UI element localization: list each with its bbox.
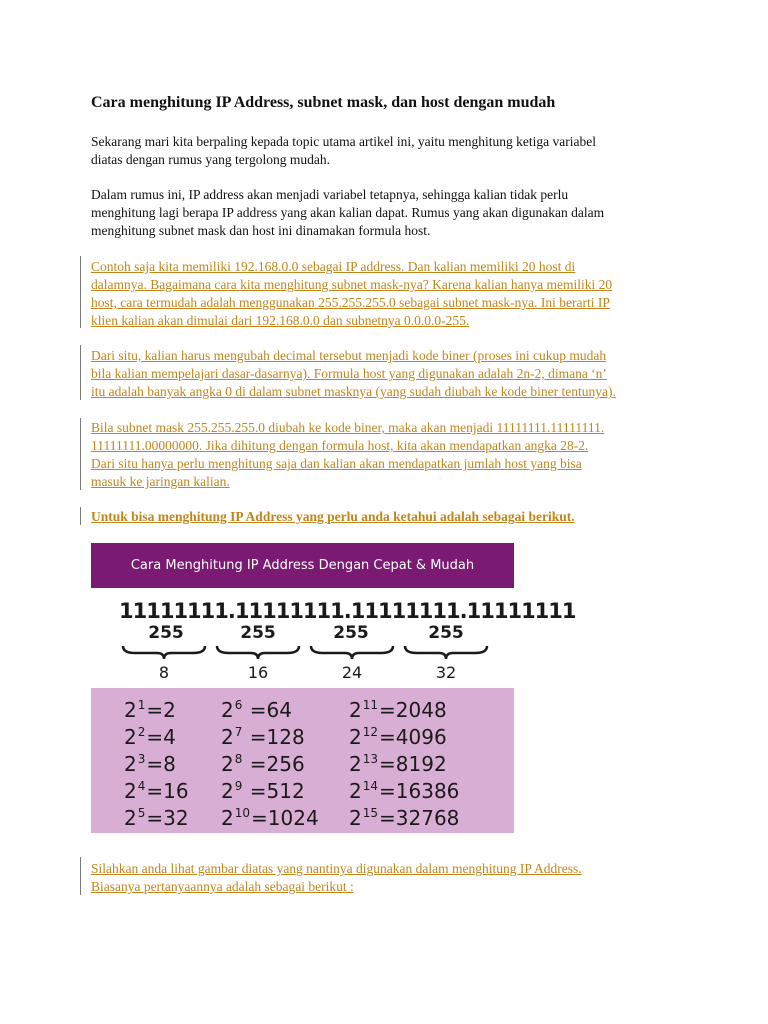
power-exponent: 3 <box>137 752 146 766</box>
power-base: 2 <box>349 806 362 830</box>
octet-decimal: 255 <box>333 623 369 643</box>
power-base: 2 <box>349 752 362 776</box>
power-base: 2 <box>349 698 362 722</box>
text-line: menghitung subnet mask dan host ini dinamakan formula host. <box>91 223 431 238</box>
power-base: 2 <box>124 698 137 722</box>
paragraph-formula <box>91 186 691 240</box>
link-line[interactable]: bila kalian mempelajari dasar-dasarnya). Formula host yang digunakan adalah 2n-2, dimana ‘n’ <box>91 366 607 381</box>
power-base: 2 <box>221 806 234 830</box>
power-value: =1024 <box>251 806 319 830</box>
figure-header: Cara Menghitung IP Address Dengan Cepat & Mudah <box>91 543 514 588</box>
text-line: menghitung lagi berapa IP address yang akan kalian dapat. Rumus yang akan digunakan dalam <box>91 205 605 220</box>
power-entry <box>349 747 447 776</box>
text-line: Sekarang mari kita berpaling kepada topic utama artikel ini, yaitu menghitung ketiga variabel <box>91 134 596 149</box>
power-entry <box>349 720 447 749</box>
power-entry <box>221 747 305 776</box>
power-exponent: 8 <box>234 752 243 766</box>
link-line[interactable]: dalamnya. Bagaimana cara kita menghitung subnet mask-nya? Karena kalian hanya memiliki 20 <box>91 277 613 292</box>
power-value: =4096 <box>379 725 447 749</box>
power-exponent: 7 <box>234 725 243 739</box>
link-line[interactable]: 11111111.00000000. Jika dihitung dengan formula host, kita akan mendapatkan angka 28-2. <box>91 438 589 453</box>
link-paragraph-subnet[interactable] <box>91 419 691 491</box>
power-value: =16 <box>146 779 189 803</box>
ip-address-figure <box>91 543 576 843</box>
power-base: 2 <box>221 779 234 803</box>
bit-count: 16 <box>247 663 269 682</box>
power-value: =4 <box>146 725 176 749</box>
power-exponent: 10 <box>234 806 251 820</box>
power-entry <box>349 801 459 830</box>
power-exponent: 9 <box>234 779 243 793</box>
power-entry <box>349 774 459 803</box>
revision-bar <box>80 418 81 490</box>
link-line[interactable]: masuk ke jaringan kalian. <box>91 474 230 489</box>
curly-brace-icon <box>215 644 301 660</box>
power-entry <box>124 801 189 830</box>
power-exponent: 14 <box>362 779 379 793</box>
power-base: 2 <box>124 779 137 803</box>
power-base: 2 <box>124 725 137 749</box>
article-title: Cara menghitung IP Address, subnet mask, dan host dengan mudah <box>91 94 556 111</box>
power-value: =128 <box>243 725 305 749</box>
power-value: =16386 <box>379 779 460 803</box>
power-entry <box>221 774 305 803</box>
power-value: =64 <box>243 698 292 722</box>
link-line[interactable]: host, cara termudah adalah menggunakan 255.255.255.0 sebagai subnet mask-nya. Ini berarti IP <box>91 295 610 310</box>
power-value: =512 <box>243 779 305 803</box>
octet-decimal: 255 <box>428 623 464 643</box>
power-value: =8 <box>146 752 176 776</box>
power-exponent: 6 <box>234 698 243 712</box>
power-entry <box>124 774 189 803</box>
link-line[interactable]: klien kalian akan dimulai dari 192.168.0.0 dan subnetnya 0.0.0.0-255. <box>91 313 470 328</box>
power-exponent: 11 <box>362 698 379 712</box>
binary-mask: 11111111.11111111.11111111.11111111 <box>119 599 576 623</box>
power-entry <box>221 801 319 830</box>
curly-brace-icon <box>403 644 489 660</box>
power-value: =2 <box>146 698 176 722</box>
bold-link-heading[interactable]: Untuk bisa menghitung IP Address yang perlu anda ketahui adalah sebagai berikut. <box>91 509 575 524</box>
power-entry <box>221 693 292 722</box>
power-exponent: 4 <box>137 779 146 793</box>
power-exponent: 1 <box>137 698 146 712</box>
revision-bar <box>80 507 81 525</box>
octet-decimal: 255 <box>240 623 276 643</box>
power-exponent: 12 <box>362 725 379 739</box>
link-line[interactable]: Dari situ hanya perlu menghitung saja dan kalian akan mendapatkan jumlah host yang bisa <box>91 456 582 471</box>
power-entry <box>221 720 305 749</box>
power-value: =32 <box>146 806 189 830</box>
revision-bar <box>80 256 81 328</box>
power-exponent: 2 <box>137 725 146 739</box>
power-base: 2 <box>349 779 362 803</box>
power-value: =32768 <box>379 806 460 830</box>
curly-brace-icon <box>121 644 207 660</box>
link-line[interactable]: Bila subnet mask 255.255.255.0 diubah ke kode biner, maka akan menjadi 11111111.11111111. <box>91 420 605 435</box>
power-exponent: 13 <box>362 752 379 766</box>
power-entry <box>349 693 447 722</box>
revision-bar <box>80 345 81 400</box>
power-value: =8192 <box>379 752 447 776</box>
link-paragraph-closing[interactable] <box>91 860 691 896</box>
power-base: 2 <box>349 725 362 749</box>
link-paragraph-example[interactable] <box>91 258 691 330</box>
revision-bar <box>80 857 81 895</box>
link-line[interactable]: Biasanya pertanyaannya adalah sebagai berikut : <box>91 879 354 894</box>
octet-decimal: 255 <box>148 623 184 643</box>
curly-brace-icon <box>309 644 395 660</box>
link-line[interactable]: itu adalah banyak angka 0 di dalam subnet masknya (yang sudah diubah ke kode biner tentunya). <box>91 384 616 399</box>
paragraph-intro <box>91 133 691 169</box>
power-base: 2 <box>221 698 234 722</box>
power-base: 2 <box>221 752 234 776</box>
bit-count: 8 <box>158 663 170 682</box>
text-line: Dalam rumus ini, IP address akan menjadi variabel tetapnya, sehingga kalian tidak perlu <box>91 187 569 202</box>
power-value: =2048 <box>379 698 447 722</box>
power-entry <box>124 720 176 749</box>
power-exponent: 15 <box>362 806 379 820</box>
power-base: 2 <box>124 752 137 776</box>
bit-count: 32 <box>435 663 457 682</box>
power-entry <box>124 693 176 722</box>
text-line: diatas dengan rumus yang tergolong mudah. <box>91 152 330 167</box>
link-line[interactable]: Silahkan anda lihat gambar diatas yang nantinya digunakan dalam menghitung IP Address. <box>91 861 582 876</box>
power-base: 2 <box>221 725 234 749</box>
powers-of-two-table <box>91 688 514 833</box>
power-entry <box>124 747 176 776</box>
link-line[interactable]: Contoh saja kita memiliki 192.168.0.0 sebagai IP address. Dan kalian memiliki 20 host di <box>91 259 576 274</box>
power-exponent: 5 <box>137 806 146 820</box>
link-paragraph-binary[interactable] <box>91 347 691 401</box>
power-base: 2 <box>124 806 137 830</box>
bit-count: 24 <box>341 663 363 682</box>
power-value: =256 <box>243 752 305 776</box>
link-line[interactable]: Dari situ, kalian harus mengubah decimal tersebut menjadi kode biner (proses ini cukup mudah <box>91 348 607 363</box>
